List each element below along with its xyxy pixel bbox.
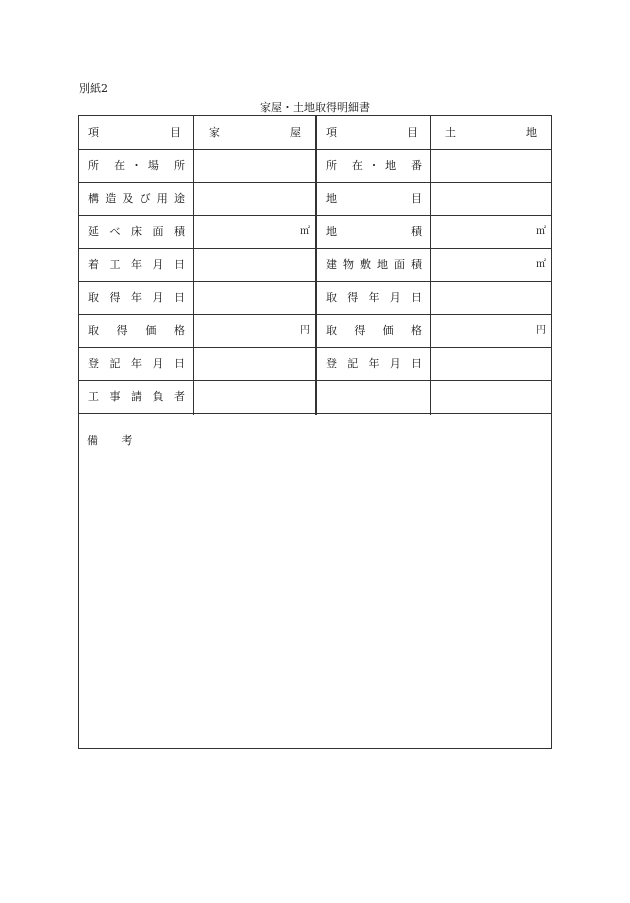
value-cell[interactable]: [194, 281, 315, 314]
unit-label: ㎡: [300, 226, 310, 237]
table-row: [79, 281, 551, 315]
value-cell[interactable]: [194, 182, 315, 215]
row-label: 所 在・地 番: [326, 159, 422, 172]
row-label: 取 得 価 格: [88, 324, 185, 337]
value-cell[interactable]: [431, 281, 551, 314]
row-label: 取 得 価 格: [326, 324, 422, 337]
value-cell[interactable]: [194, 149, 315, 182]
row-label: 着工年月日: [88, 258, 185, 271]
row-label: 取得年月日: [88, 291, 185, 304]
table-row: [79, 182, 551, 216]
value-cell[interactable]: [194, 248, 315, 281]
header-item-label-right: 項 目: [326, 126, 418, 139]
document-title: 家屋・土地取得明細書: [260, 101, 370, 114]
value-cell[interactable]: [431, 149, 551, 182]
table-row: [79, 314, 551, 348]
value-cell[interactable]: [431, 248, 551, 281]
value-cell[interactable]: [194, 380, 315, 413]
remarks-label: 備 考: [87, 434, 143, 447]
value-cell[interactable]: [317, 380, 430, 413]
value-cell[interactable]: [431, 347, 551, 380]
table-row: [79, 347, 551, 381]
row-label: 地 積: [326, 225, 422, 238]
header-house: 家 屋: [209, 126, 301, 139]
unit-label: 円: [300, 325, 310, 336]
row-label: 工事請負者: [88, 390, 185, 403]
row-label: 地 目: [326, 192, 422, 205]
table-row: [79, 380, 551, 414]
value-cell[interactable]: [194, 314, 315, 347]
row-label: 延べ床面積: [88, 225, 185, 238]
table-header-row: [79, 116, 551, 150]
value-cell[interactable]: [431, 215, 551, 248]
table-row: [79, 215, 551, 249]
header-land: 土 地: [445, 126, 537, 139]
unit-label: ㎡: [536, 226, 546, 237]
value-cell[interactable]: [431, 314, 551, 347]
value-cell[interactable]: [431, 380, 551, 413]
unit-label: ㎡: [536, 259, 546, 270]
table-row: [79, 248, 551, 282]
header-item-label: 項 目: [88, 126, 181, 139]
row-label: 建物敷地面積: [326, 258, 422, 271]
table-row: [79, 149, 551, 183]
row-label: 登記年月日: [326, 357, 422, 370]
row-label: 構造及び用途: [88, 192, 185, 205]
unit-label: 円: [536, 325, 546, 336]
attachment-label: 別紙2: [79, 82, 108, 95]
value-cell[interactable]: [194, 215, 315, 248]
row-label: 登記年月日: [88, 357, 185, 370]
row-label: 所 在・場 所: [88, 159, 185, 172]
value-cell[interactable]: [431, 182, 551, 215]
value-cell[interactable]: [194, 347, 315, 380]
row-label: 取得年月日: [326, 291, 422, 304]
detail-table: [78, 115, 552, 749]
